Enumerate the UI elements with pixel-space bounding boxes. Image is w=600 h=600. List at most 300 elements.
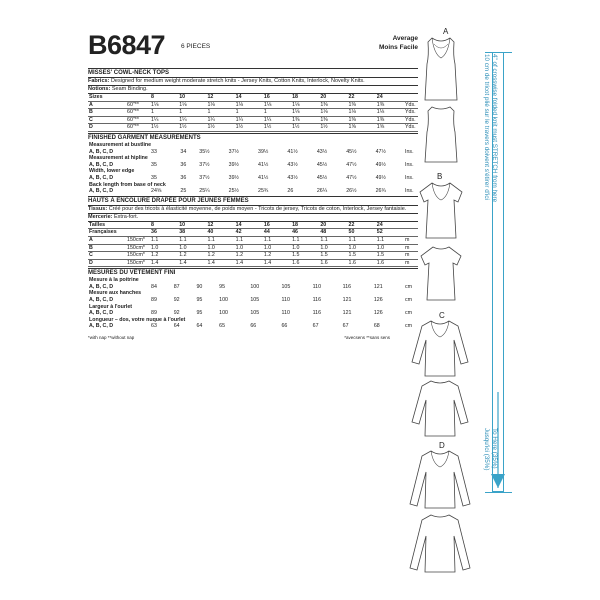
yardage-cell: 1⅜	[291, 116, 319, 124]
measurement-cell: 116	[312, 310, 322, 317]
view-cell: C	[88, 116, 126, 124]
yardage-cell: 1.4	[206, 259, 234, 267]
table-cell	[126, 175, 150, 182]
view-b-front-sketch	[412, 180, 470, 242]
measurement-cell: 26½	[346, 188, 357, 195]
unit-cell: cm	[405, 297, 413, 304]
yardage-row	[88, 109, 418, 117]
measurement-title-row	[88, 317, 418, 324]
measurement-title: Width, lower edge	[89, 168, 135, 175]
yardage-cell: 1⅛	[235, 101, 263, 109]
table-cell	[126, 229, 150, 237]
measurement-cell: 43½	[287, 174, 298, 181]
measurement-cell: 84	[151, 283, 157, 290]
measurement-title-row	[88, 168, 418, 175]
measurement-cell: 116	[342, 283, 352, 290]
yardage-cell: 1⅝	[348, 124, 376, 132]
fabric-width-cell: 60"**	[126, 116, 150, 124]
view-a-front-sketch	[418, 34, 464, 104]
view-b-back-sketch	[414, 244, 468, 304]
measurement-cell: 39½	[228, 161, 239, 168]
french-title: HAUTS À ENCOLURE DRAPÉE POUR JEUNES FEMMES	[88, 197, 249, 204]
measurement-row	[88, 162, 418, 169]
fabric-width-cell: 60"**	[126, 124, 150, 132]
french-sizes-row	[88, 229, 418, 237]
measurement-title-row	[88, 155, 418, 162]
footnote-fr: *avecsens **sans sens	[344, 335, 390, 341]
measurement-title: Mesure à la poitrine	[89, 277, 139, 284]
measurement-cell: 45½	[316, 161, 328, 168]
yardage-cell: 1¼	[206, 116, 234, 124]
measurement-cell: 43½	[316, 148, 328, 155]
measurement-cell: 63	[151, 323, 157, 330]
gauge-text-en: 4" of crosswise folded knit must STRETCH from here	[491, 54, 498, 203]
measurement-cell: 67	[342, 323, 349, 330]
measurement-title-row	[88, 304, 418, 311]
pattern-header	[88, 30, 418, 66]
measurement-row	[88, 188, 418, 195]
measurement-cell: 26	[287, 188, 294, 195]
measurement-cell: 39½	[258, 148, 269, 155]
measurement-cell: 110	[281, 297, 290, 304]
measurement-cell: 49½	[375, 174, 386, 181]
yardage-cell: 1.1	[178, 236, 206, 244]
size-cell: 8	[150, 222, 178, 229]
measurement-title: Measurement at hipline	[89, 155, 148, 162]
unit-cell: Yds.	[404, 109, 418, 117]
unit-cell: cm	[405, 310, 413, 317]
view-cell: D	[88, 259, 126, 267]
size-cell: 20	[319, 94, 347, 101]
yardage-cell: 1⅜	[319, 101, 347, 109]
measurement-cell: 37½	[199, 161, 210, 168]
yardage-cell: 1⅜	[348, 116, 376, 124]
difficulty	[379, 34, 418, 52]
measurement-cell: 26¼	[316, 188, 328, 195]
size-cell: 24	[376, 222, 404, 229]
size-cell: 22	[348, 222, 376, 229]
yardage-cell: 1	[235, 109, 263, 117]
size-cell: 50	[348, 229, 376, 237]
measurement-cell: 121	[342, 310, 352, 317]
measurement-title-row	[88, 142, 418, 149]
measurement-title-row	[88, 290, 418, 297]
measurement-row	[88, 297, 418, 304]
size-cell: 18	[291, 94, 319, 101]
measurement-cell: 100	[219, 297, 228, 304]
measurement-cell: 45½	[316, 174, 328, 181]
measurement-cell: 25¾	[258, 188, 269, 195]
yardage-cell: 1.4	[178, 259, 206, 267]
yardage-cell: 1.0	[178, 244, 206, 252]
yardage-cell: 1.2	[178, 252, 206, 260]
yardage-cell: 1.0	[235, 244, 263, 252]
measurement-cell: 90	[196, 283, 203, 290]
measurement-cell: 33	[151, 148, 157, 155]
views-cell: A, B, C, D	[89, 148, 114, 155]
measurement-cell: 41½	[258, 174, 269, 181]
size-cell: 38	[178, 229, 206, 237]
measurement-cell: 105	[281, 283, 291, 290]
view-label-d: D	[439, 441, 445, 450]
measurement-row	[88, 323, 418, 330]
view-d-back-sketch	[406, 512, 474, 576]
size-cell: 10	[178, 222, 206, 229]
measurement-title: Longueur – dos, votre nuque à l'ourlet	[89, 316, 186, 323]
french-measurements-table	[88, 277, 418, 330]
yardage-cell: 1.0	[319, 244, 347, 252]
view-cell: A	[88, 101, 126, 109]
views-cell: A, B, C, D	[89, 323, 114, 330]
size-cell: 22	[348, 94, 376, 101]
english-title: MISSES' COWL-NECK TOPS	[88, 70, 169, 76]
yardage-cell: 1.1	[263, 236, 291, 244]
fabric-width-cell: 150cm*	[126, 252, 150, 260]
measurement-cell: 68	[373, 323, 380, 330]
measurement-cell: 34	[180, 148, 187, 155]
yardage-cell: 1.1	[291, 236, 319, 244]
yardage-cell: 1⅛	[263, 101, 291, 109]
measurement-cell: 45½	[346, 148, 357, 155]
stretch-gauge	[481, 50, 511, 550]
size-cell: 10	[178, 94, 206, 101]
measurement-cell: 35	[151, 174, 157, 181]
yardage-cell: 1.5	[348, 252, 376, 260]
yardage-cell: 1.6	[376, 259, 404, 267]
unit-cell: m	[404, 236, 418, 244]
size-cell: 42	[235, 229, 263, 237]
fabric-width-cell: 150cm*	[126, 244, 150, 252]
table-cell	[126, 310, 150, 317]
yardage-row	[88, 116, 418, 124]
measurement-cell: 47½	[375, 148, 386, 155]
french-yardage-table	[88, 222, 418, 268]
gauge-end-line	[485, 492, 512, 493]
size-cell: 8	[150, 94, 178, 101]
yardage-cell: 1.0	[348, 244, 376, 252]
view-c-back-sketch	[408, 378, 472, 440]
yardage-cell: 1.0	[150, 244, 178, 252]
table-cell	[126, 188, 150, 195]
size-cell: 46	[291, 229, 319, 237]
measurement-cell: 89	[151, 310, 157, 317]
sizes-row	[88, 222, 418, 229]
gauge-text-fr: 10 cm de tricot plié sur le travers doivent s'étirer d'ici	[483, 54, 490, 200]
measurement-cell: 26¾	[375, 188, 386, 195]
yardage-cell: 1⅛	[348, 109, 376, 117]
yardage-cell: 1½	[263, 124, 291, 132]
measurement-cell: 116	[312, 297, 322, 304]
measurement-cell: 64	[196, 323, 203, 330]
english-yardage-table	[88, 94, 418, 132]
measurement-cell: 35	[151, 161, 157, 168]
yardage-cell: 1½	[178, 124, 206, 132]
view-cell: C	[88, 252, 126, 260]
measurement-title: Measurement at bustline	[89, 141, 152, 148]
yardage-cell: 1⅜	[348, 101, 376, 109]
footnotes	[88, 335, 418, 345]
gauge-to-here-fr: Jusqu'ici (35%)	[483, 428, 490, 471]
fabric-width-cell: 150cm*	[126, 259, 150, 267]
views-cell: A, B, C, D	[89, 174, 114, 181]
measurement-title-row	[88, 182, 418, 189]
unit-cell: Yds.	[404, 116, 418, 124]
pattern-envelope-back	[88, 30, 418, 345]
measurement-cell: 36	[180, 161, 187, 168]
yardage-cell: 1	[263, 109, 291, 117]
table-cell	[404, 94, 418, 101]
yardage-cell: 1	[178, 109, 206, 117]
size-cell: 12	[206, 94, 234, 101]
yardage-cell: 1.0	[263, 244, 291, 252]
english-fabrics: Fabrics: Designed for medium weight moderate stretch knits - Jersey Knits, Cotton Knits, Interlock, Novelty Knits.	[88, 78, 365, 84]
measurement-cell: 25	[180, 188, 187, 195]
unit-cell: cm	[405, 323, 413, 330]
unit-cell: Ins.	[405, 174, 414, 181]
size-cell: 44	[263, 229, 291, 237]
size-cell: 16	[263, 94, 291, 101]
french-notions: Mercerie: Extra-fort.	[88, 213, 139, 220]
yardage-cell: 1.5	[291, 252, 319, 260]
measurement-cell: 121	[373, 283, 383, 290]
sizes-label: Sizes	[88, 94, 126, 101]
sizes-row	[88, 94, 418, 101]
measurement-cell: 95	[219, 283, 226, 290]
piece-count: 6 PIECES	[181, 43, 211, 50]
view-a-back-sketch	[420, 104, 462, 166]
unit-cell: m	[404, 244, 418, 252]
english-finished-title: FINISHED GARMENT MEASUREMENTS	[88, 134, 201, 141]
measurement-cell: 35½	[199, 148, 210, 155]
yardage-cell: 1½	[150, 124, 178, 132]
unit-cell: Ins.	[405, 188, 414, 195]
yardage-cell: 1.2	[263, 252, 291, 260]
yardage-row	[88, 101, 418, 109]
yardage-cell: 1.1	[235, 236, 263, 244]
view-c-front-sketch	[408, 318, 472, 380]
yardage-cell: 1¼	[263, 116, 291, 124]
size-cell: 48	[319, 229, 347, 237]
yardage-cell: 1.6	[291, 259, 319, 267]
yardage-cell: 1	[150, 109, 178, 117]
yardage-row	[88, 236, 418, 244]
yardage-cell: 1.1	[376, 236, 404, 244]
english-measurements-table	[88, 142, 418, 195]
measurement-cell: 100	[250, 283, 260, 290]
difficulty-en: Average	[392, 35, 418, 42]
yardage-cell: 1½	[235, 124, 263, 132]
measurement-cell: 67	[312, 323, 319, 330]
table-cell	[126, 162, 150, 169]
views-cell: A, B, C, D	[89, 161, 114, 168]
view-cell: D	[88, 124, 126, 132]
measurement-title: Mesure aux hanches	[89, 290, 142, 297]
yardage-cell: 1.0	[376, 244, 404, 252]
fabric-width-cell: 60"**	[126, 109, 150, 117]
yardage-cell: 1.4	[263, 259, 291, 267]
views-cell: A, B, C, D	[89, 188, 114, 195]
table-cell	[126, 94, 150, 101]
measurement-cell: 37½	[228, 148, 239, 155]
gauge-to-here-en: To Here (35%)	[491, 428, 498, 469]
yardage-cell: 1.0	[206, 244, 234, 252]
measurement-cell: 24⅝	[151, 188, 162, 195]
fabric-width-cell: 60"**	[126, 101, 150, 109]
yardage-cell: 1.2	[150, 252, 178, 260]
view-label-b: B	[437, 172, 443, 181]
yardage-cell: 1.1	[348, 236, 376, 244]
measurement-title-row	[88, 277, 418, 284]
measurement-row	[88, 175, 418, 182]
yardage-cell: 1⅛	[150, 101, 178, 109]
measurement-cell: 25½	[228, 188, 239, 195]
measurement-cell: 92	[173, 297, 180, 304]
measurement-row	[88, 149, 418, 156]
yardage-cell: 1⅜	[319, 116, 347, 124]
yardage-cell: 1.4	[150, 259, 178, 267]
english-notions: Notions: Seam Binding.	[88, 86, 148, 92]
yardage-cell: 1½	[291, 124, 319, 132]
views-cell: A, B, C, D	[89, 310, 114, 317]
french-finished-title: MESURES DU VÊTEMENT FINI	[88, 270, 176, 277]
measurement-title: Largeur à l'ourlet	[89, 303, 133, 310]
yardage-cell: 1⅛	[206, 101, 234, 109]
yardage-cell: 1.6	[348, 259, 376, 267]
yardage-cell: 1.2	[206, 252, 234, 260]
measurement-cell: 110	[312, 283, 322, 290]
yardage-cell: 1.5	[319, 252, 347, 260]
measurement-cell: 105	[250, 310, 260, 317]
measurement-cell: 110	[281, 310, 290, 317]
unit-cell: Ins.	[405, 161, 414, 168]
yardage-cell: 1⅜	[376, 116, 404, 124]
yardage-cell: 1⅛	[376, 109, 404, 117]
table-cell	[126, 297, 150, 304]
yardage-cell: 1⅛	[178, 101, 206, 109]
french-sizes-label: Françaises	[88, 229, 126, 237]
measurement-cell: 100	[219, 310, 228, 317]
measurement-row	[88, 284, 418, 291]
yardage-row	[88, 244, 418, 252]
yardage-cell: 1¼	[235, 116, 263, 124]
unit-cell: Yds.	[404, 101, 418, 109]
measurement-cell: 47½	[346, 161, 357, 168]
pattern-number: B6847	[88, 30, 166, 60]
fabric-width-cell: 150cm*	[126, 236, 150, 244]
footnote-en: *with nap **without nap	[88, 335, 135, 341]
table-cell	[126, 222, 150, 229]
views-cell: A, B, C, D	[89, 297, 114, 304]
unit-cell: Ins.	[405, 148, 414, 155]
measurement-cell: 41½	[287, 148, 298, 155]
measurement-cell: 43½	[287, 161, 298, 168]
yardage-cell: 1½	[206, 124, 234, 132]
measurement-cell: 92	[173, 310, 180, 317]
size-cell: 14	[235, 94, 263, 101]
yardage-cell: 1¼	[178, 116, 206, 124]
yardage-cell: 1⅜	[376, 101, 404, 109]
unit-cell: m	[404, 252, 418, 260]
size-cell: 16	[263, 222, 291, 229]
yardage-cell: 1	[206, 109, 234, 117]
view-label-a: A	[443, 27, 449, 36]
view-cell: A	[88, 236, 126, 244]
sizes-label: Tailles	[88, 222, 126, 229]
measurement-cell: 65	[219, 323, 226, 330]
yardage-cell: 1.1	[319, 236, 347, 244]
unit-cell: cm	[405, 283, 413, 290]
yardage-cell: 1.1	[150, 236, 178, 244]
french-fabrics: Tissus: Créé pour des tricots à élasticité moyenne, de poids moyen - Tricots de jersey, Tricots de coton, Interlock, Jersey fantaisie.	[88, 205, 407, 212]
measurement-cell: 37½	[199, 174, 210, 181]
table-cell	[126, 284, 150, 291]
unit-cell: Yds.	[404, 124, 418, 132]
measurement-cell: 66	[281, 323, 288, 330]
size-cell: 18	[291, 222, 319, 229]
size-cell: 52	[376, 229, 404, 237]
yardage-cell: 1.5	[376, 252, 404, 260]
measurement-cell: 89	[151, 297, 157, 304]
measurement-cell: 95	[196, 310, 203, 317]
yardage-cell: 1.2	[235, 252, 263, 260]
yardage-row	[88, 252, 418, 260]
yardage-cell: 1⅝	[376, 124, 404, 132]
yardage-cell: 1¼	[150, 116, 178, 124]
measurement-cell: 41½	[258, 161, 269, 168]
size-cell: 14	[235, 222, 263, 229]
size-cell: 12	[206, 222, 234, 229]
size-cell: 40	[206, 229, 234, 237]
yardage-cell: 1⅛	[291, 101, 319, 109]
views-cell: A, B, C, D	[89, 283, 114, 290]
yardage-cell: 1.6	[319, 259, 347, 267]
measurement-cell: 66	[250, 323, 257, 330]
measurement-cell: 95	[196, 297, 203, 304]
size-cell: 36	[150, 229, 178, 237]
measurement-cell: 39½	[228, 174, 239, 181]
yardage-cell: 1.0	[291, 244, 319, 252]
measurement-cell: 126	[373, 310, 383, 317]
yardage-cell: 1⅛	[291, 109, 319, 117]
view-cell: B	[88, 109, 126, 117]
measurement-cell: 87	[173, 283, 180, 290]
measurement-cell: 105	[250, 297, 260, 304]
unit-cell: m	[404, 259, 418, 267]
table-cell	[126, 149, 150, 156]
yardage-row	[88, 124, 418, 132]
yardage-row	[88, 259, 418, 267]
measurement-row	[88, 310, 418, 317]
view-cell: B	[88, 244, 126, 252]
view-label-c: C	[439, 311, 445, 320]
measurement-cell: 64	[173, 323, 180, 330]
yardage-cell: 1⅛	[319, 109, 347, 117]
view-d-front-sketch	[406, 448, 474, 512]
difficulty-fr: Moins Facile	[378, 44, 418, 51]
size-cell: 24	[376, 94, 404, 101]
table-cell	[126, 323, 150, 330]
measurement-cell: 49½	[375, 161, 386, 168]
measurement-cell: 47½	[346, 174, 357, 181]
measurement-title: Back length from base of neck	[89, 181, 166, 188]
yardage-cell: 1.1	[206, 236, 234, 244]
measurement-cell: 25¼	[199, 188, 210, 195]
yardage-cell: 1½	[319, 124, 347, 132]
measurement-cell: 121	[342, 297, 352, 304]
measurement-cell: 36	[180, 174, 187, 181]
yardage-cell: 1.4	[235, 259, 263, 267]
size-cell: 20	[319, 222, 347, 229]
